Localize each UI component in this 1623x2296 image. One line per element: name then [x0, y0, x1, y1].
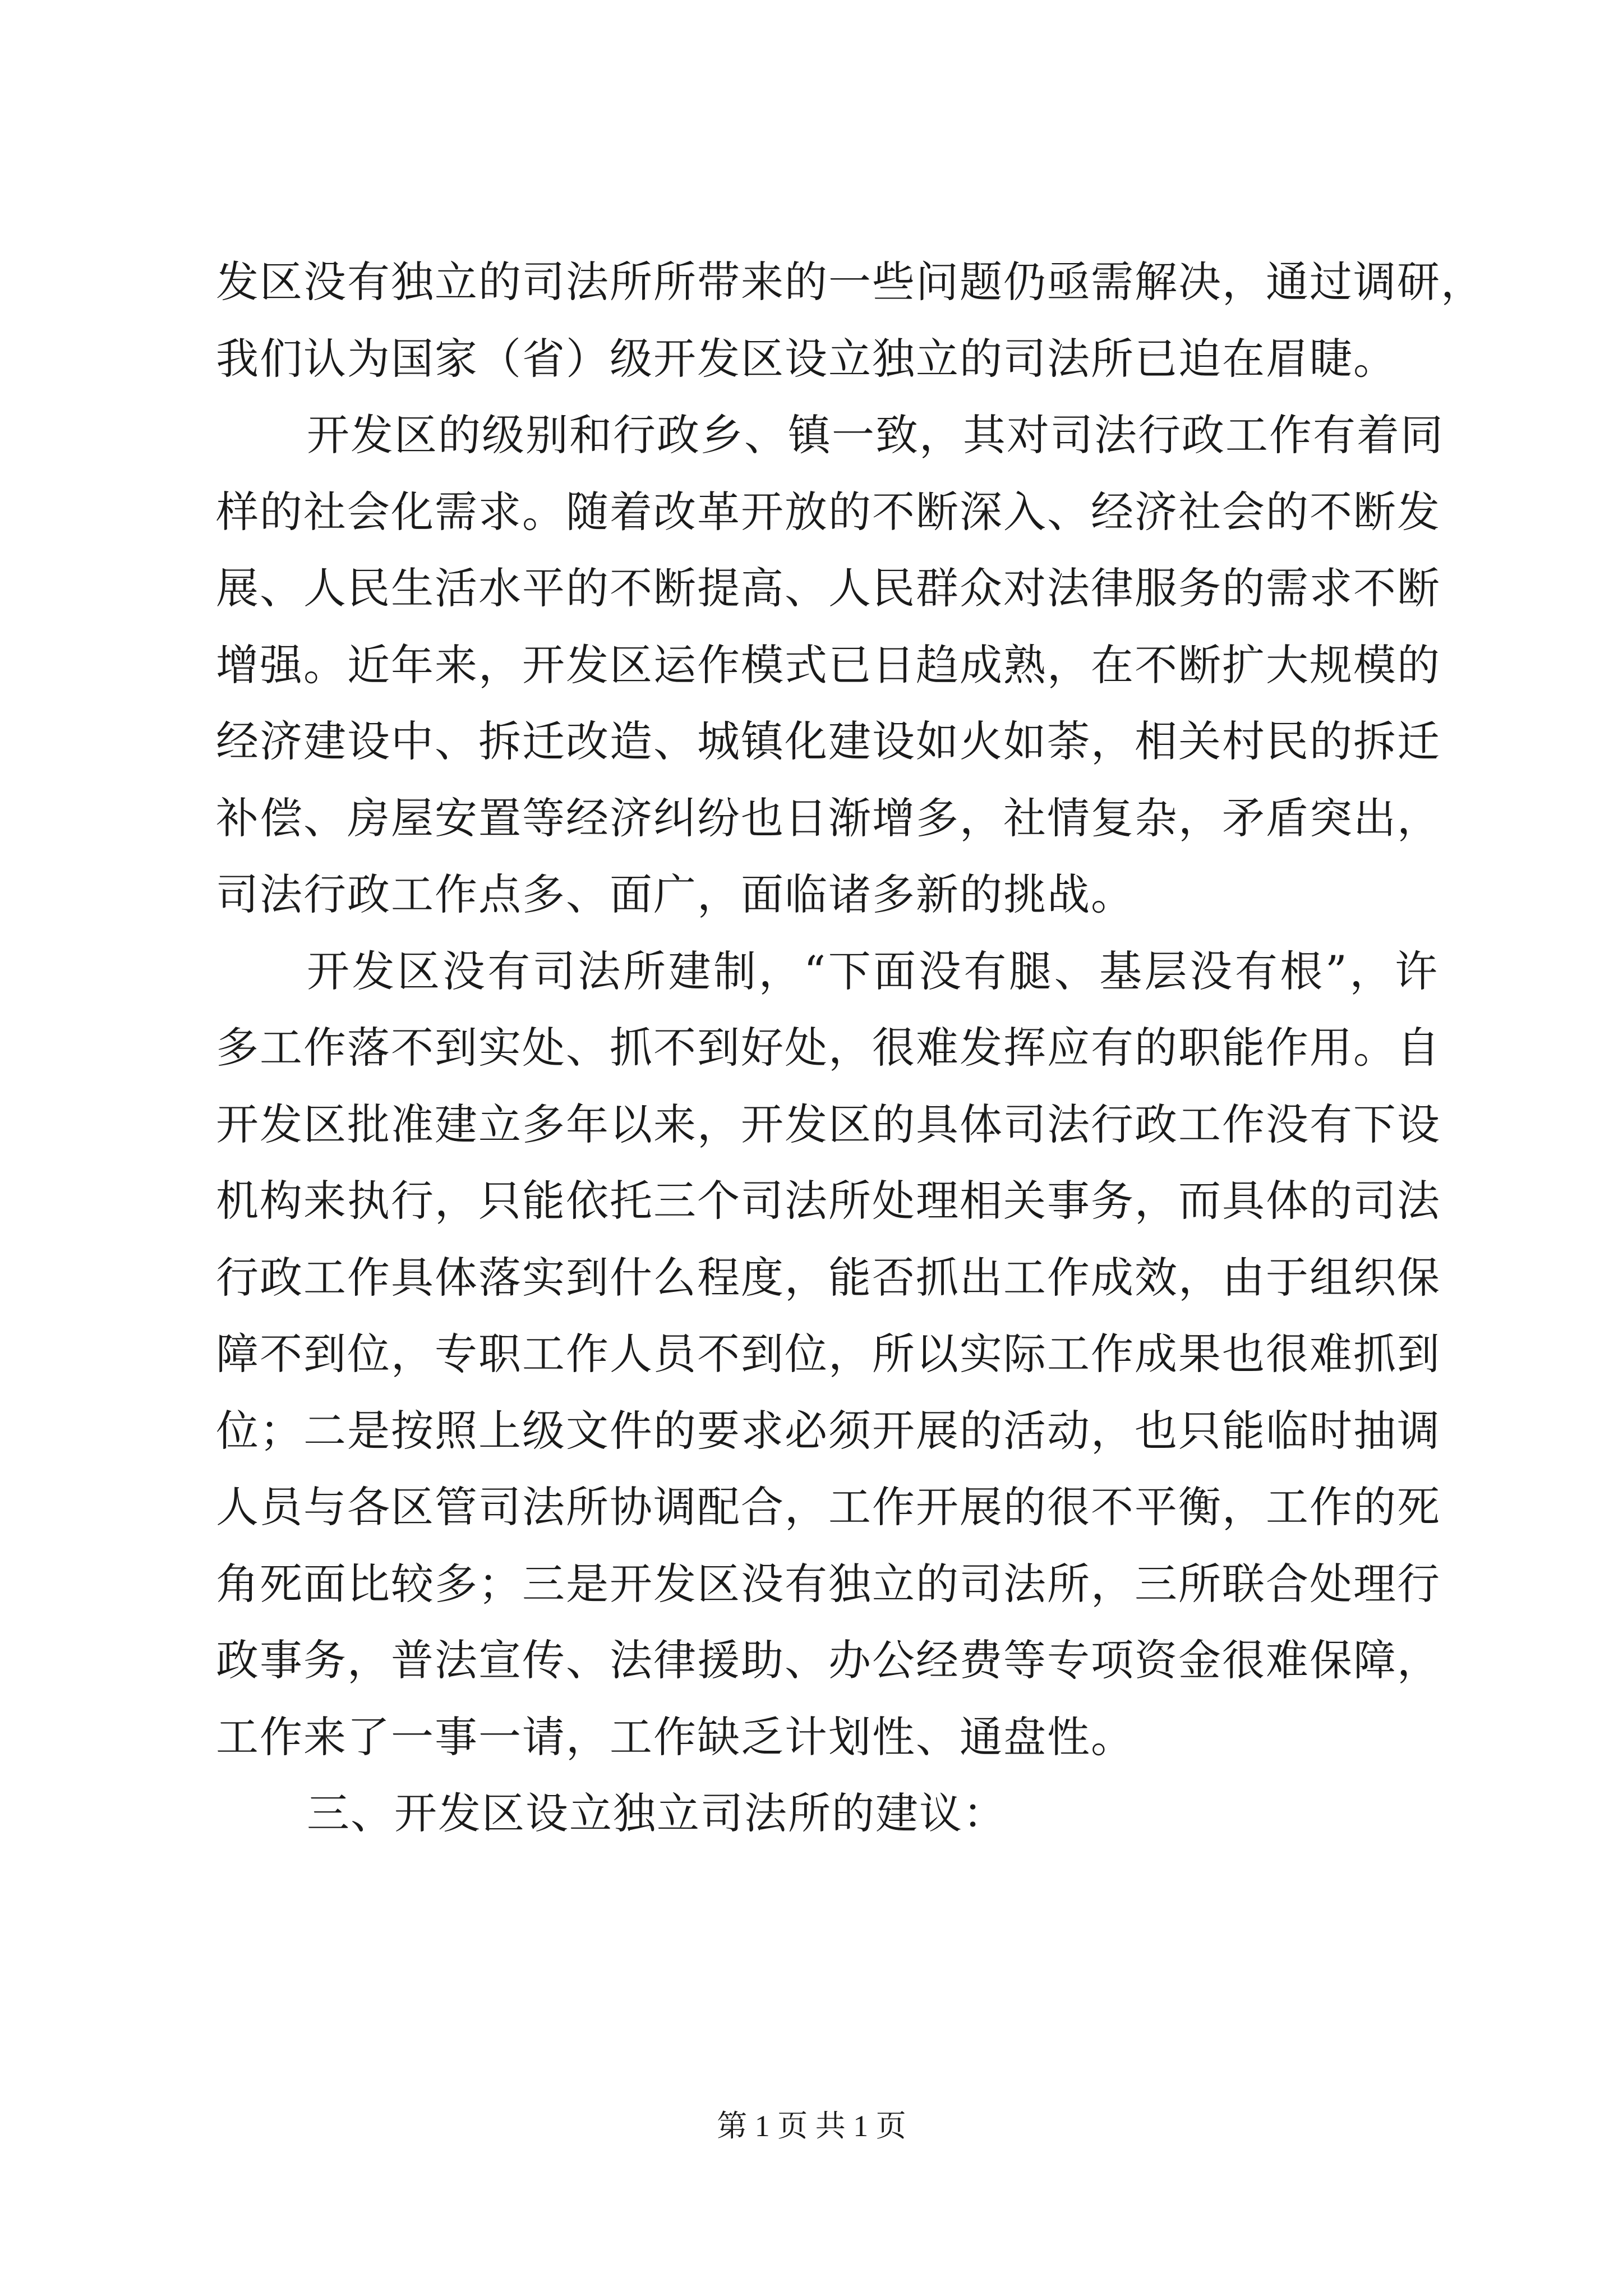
- document-body: [216, 244, 1484, 1852]
- page-footer: 第 1 页 共 1 页: [717, 2109, 906, 2143]
- text-line: 经济建设中、拆迁改造、城镇化建设如火如荼，相关村民的拆迁: [216, 716, 1441, 766]
- text-line: 三、开发区设立独立司法所的建议：: [307, 1788, 1007, 1838]
- text-line: 位；二是按照上级文件的要求必须开展的活动，也只能临时抽调: [216, 1405, 1441, 1456]
- text-line: 开发区没有司法所建制，“下面没有腿、基层没有根”，许: [307, 946, 1438, 996]
- text-line: 开发区的级别和行政乡、镇一致，其对司法行政工作有着同: [307, 410, 1444, 460]
- text-line: 发区没有独立的司法所所带来的一些问题仍亟需解决，通过调研，: [216, 257, 1484, 307]
- text-line: 我们认为国家（省）级开发区设立独立的司法所已迫在眉睫。: [216, 333, 1397, 384]
- text-line: 工作来了一事一请，工作缺乏计划性、通盘性。: [216, 1711, 1135, 1762]
- text-line: 人员与各区管司法所协调配合，工作开展的很不平衡，工作的死: [216, 1482, 1441, 1532]
- text-line: 展、人民生活水平的不断提高、人民群众对法律服务的需求不断: [216, 563, 1441, 613]
- text-line: 开发区批准建立多年以来，开发区的具体司法行政工作没有下设: [216, 1099, 1441, 1149]
- text-line: 样的社会化需求。随着改革开放的不断深入、经济社会的不断发: [216, 486, 1441, 537]
- text-line: 行政工作具体落实到什么程度，能否抓出工作成效，由于组织保: [216, 1252, 1441, 1303]
- text-line: 司法行政工作点多、面广，面临诸多新的挑战。: [216, 869, 1135, 919]
- text-line: 补偿、房屋安置等经济纠纷也日渐增多，社情复杂，矛盾突出，: [216, 793, 1441, 843]
- text-line: 政事务，普法宣传、法律援助、办公经费等专项资金很难保障，: [216, 1635, 1441, 1685]
- text-line: 增强。近年来，开发区运作模式已日趋成熟，在不断扩大规模的: [216, 639, 1441, 690]
- text-line: 障不到位，专职工作人员不到位，所以实际工作成果也很难抓到: [216, 1329, 1441, 1379]
- text-line: 机构来执行，只能依托三个司法所处理相关事务，而具体的司法: [216, 1176, 1441, 1226]
- text-line: 角死面比较多；三是开发区没有独立的司法所，三所联合处理行: [216, 1558, 1441, 1609]
- text-line: 多工作落不到实处、抓不到好处，很难发挥应有的职能作用。自: [216, 1023, 1441, 1073]
